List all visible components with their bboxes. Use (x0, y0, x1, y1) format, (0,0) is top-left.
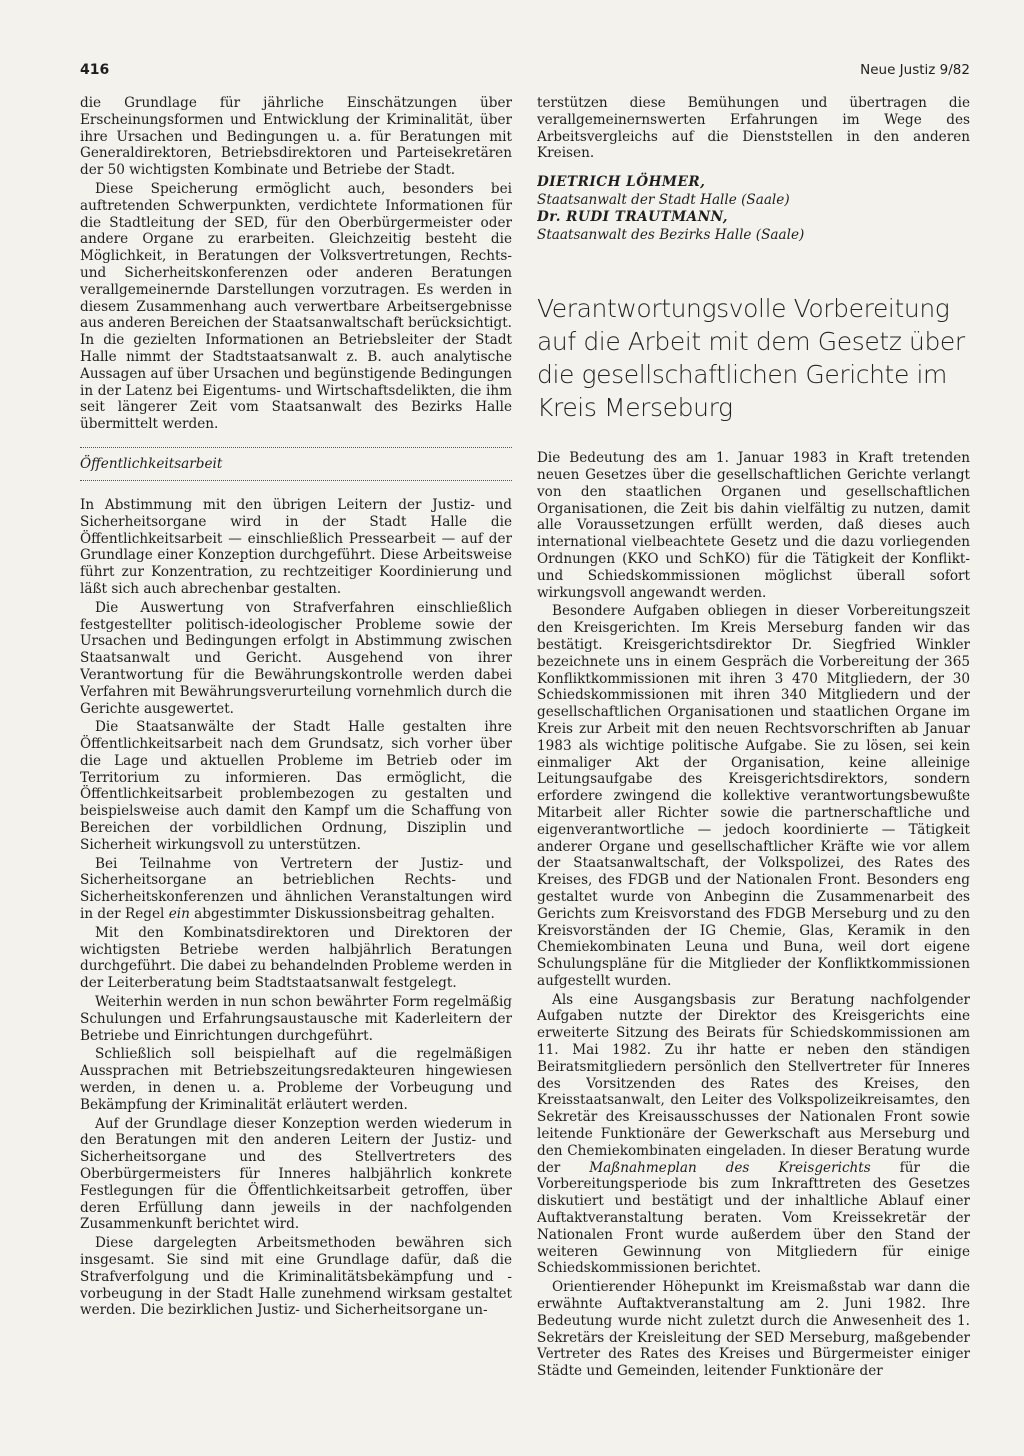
paragraph: Mit den Kombinatsdirektoren und Direktoren der wichtigsten Betriebe werden halbjährlich Beratungen durchgeführt. Die dabei zu behandelnden Probleme werden in der Leiterberatung beim Stadtstaatsanwalt festgelegt. (80, 924, 512, 992)
journal-reference: Neue Justiz 9/82 (860, 62, 970, 78)
paragraph: Diese dargelegten Arbeitsmethoden bewähren sich insgesamt. Sie sind mit eine Grundlage dafür, daß die Strafverfolgung und die Kriminalitätsbekämpfung und -vorbeugung in der Stadt Halle zunehmend wirksam gestaltet werden. Die bezirklichen Justiz- und Sicherheitsorgane un- (80, 1235, 512, 1319)
paragraph: Diese Speicherung ermöglicht auch, besonders bei auftretenden Schwerpunkten, verdichtete Informationen für die Stadtleitung der SED, für den Oberbürgermeister oder andere Organe zu erarbeiten. Gleichzeitig besteht die Möglichkeit, in Beratungen der Volksvertretungen, Rechts- und Sicherheitskonferenzen oder anderen Beratungen verallgemeinernde Darstellungen vorzutragen. Es werden in diesem Zusammenhang auch verwertbare Arbeitsergebnisse aus anderen Bereichen der Staatsanwaltschaft berücksichtigt. In die gezielten Informationen an Betriebsleiter der Stadt Halle nimmt der Stadtstaatsanwalt z. B. auch analytische Aussagen auf über Ursachen und begünstigende Bedingungen in der Latenz bei Eigentums- und Wirtschaftsdelikten, die ihm seit längerer Zeit vom Staatsanwalt des Bezirks Halle übermittelt werden. (80, 180, 512, 433)
paragraph: Die Bedeutung des am 1. Januar 1983 in Kraft tretenden neuen Gesetzes über die gesellschaftlichen Gerichte verlangt von den staatlichen Organen und gesellschaftlichen Organisationen, die Zeit bis dahin vielfältig zu nutzen, damit alle Voraussetzungen erfüllt werden, daß dieses auch international vielbeachtete Gesetz und die dazu vorliegenden Ordnungen (KKO und SchKO) für die Tätigkeit der Konflikt- und Schiedskommissionen möglichst überall sofort wirkungsvoll angewandt werden. (537, 450, 970, 601)
paragraph: terstützen diese Bemühungen und übertragen die verallgemeinernswerten Erfahrungen im Wege des Arbeitsvergleichs auf die Dienststellen in den anderen Kreisen. (537, 95, 970, 162)
paragraph-text: Bei Teilnahme von Vertretern der Justiz- und Sicherheitsorgane an betrieblichen Rechts- und Sicherheitskonferenzen und ähnlichen Veranstaltungen wird in der Regel (80, 855, 512, 923)
paragraph: Schließlich soll beispielhaft auf die regelmäßigen Aussprachen mit Betriebszeitungsredakteuren hingewiesen werden, in denen u. a. Probleme der Vorbeugung und Bekämpfung der Kriminalität erläutert werden. (80, 1046, 512, 1113)
emphasis-text: Maßnahmeplan des Kreisgerichts (589, 1159, 871, 1176)
paragraph-text: abgestimmter Diskussionsbeitrag gehalten. (189, 906, 495, 923)
paragraph: Die Auswertung von Strafverfahren einschließlich festgestellter politisch-ideologischer Probleme sowie der Ursachen und Bedingungen erfolgt in Abstimmung zwischen Staatsanwalt und Gericht. Ausgehend von ihrer Verantwortung für die Bewährungskontrolle werden dabei Verfahren mit Bewährungsverurteilung vornehmlich durch die Gerichte ausgewertet. (80, 599, 512, 717)
paragraph: Orientierender Höhepunkt im Kreismaßstab war dann die erwähnte Auftaktveranstaltung am 2. Juni 1982. Ihre Bedeutung wurde nicht zuletzt durch die Anwesenheit des 1. Sekretärs der Kreisleitung der SED Merseburg, maßgebender Vertreter des Rates des Kreises und Bürgermeister einiger Städte und Gemeinden, leitender Funktionäre der (537, 1279, 970, 1380)
section-heading: Öffentlichkeitsarbeit (80, 455, 223, 472)
emphasis-text: ein (168, 906, 190, 923)
paragraph: Weiterhin werden in nun schon bewährter Form regelmäßig Schulungen und Erfahrungsaustausche mit Kaderleitern der Betriebe und Einrichtungen durchgeführt. (80, 994, 512, 1044)
paragraph (537, 992, 970, 1278)
paragraph-text: für die Vorbereitungsperiode bis zum Inkrafttreten des Gesetzes diskutiert und bestätigt und der inhaltliche Ablauf einer Auftaktveranstaltung beraten. Vom Kreissekretär der Nationalen Front wurde außerdem über den Stand der weiteren Gewinnung von Mitgliedern für einige Schiedskommissionen berichtet. (537, 1159, 970, 1277)
left-column (80, 95, 512, 1405)
right-column (537, 95, 970, 1405)
section-heading-box (80, 447, 512, 481)
paragraph (80, 856, 512, 923)
author-block (537, 174, 970, 244)
author-name: DIETRICH LÖHMER, (537, 174, 706, 191)
article-title: Verantwortungsvolle Vorbereitung auf die Arbeit mit dem Gesetz über die gesellschaftlichen Gerichte im Kreis Merseburg (537, 294, 965, 423)
author-title: Staatsanwalt des Bezirks Halle (Saale) (537, 226, 805, 243)
author-title: Staatsanwalt der Stadt Halle (Saale) (537, 191, 790, 208)
paragraph: die Grundlage für jährliche Einschätzungen über Erscheinungsformen und Entwicklung der Kriminalität, über ihre Ursachen und Bedingungen u. a. für Beratungen mit Generaldirektoren, Betriebsdirektoren und Parteisekretären der 50 wichtigsten Kombinate und Betriebe der Stadt. (80, 95, 512, 179)
page-header (80, 62, 970, 86)
author-name: Dr. RUDI TRAUTMANN, (537, 209, 728, 226)
paragraph: Besondere Aufgaben obliegen in dieser Vorbereitungszeit den Kreisgerichten. Im Kreis Merseburg fanden wir das bestätigt. Kreisgerichtsdirektor Dr. Siegfried Winkler bezeichnete uns in einem Gespräch die Vorbereitung der 365 Konfliktkommissionen mit ihren 3 470 Mitgliedern, der 30 Schiedskommissionen mit ihren 340 Mitgliedern und der gesellschaftlichen Organisationen und staatlichen Organe im Kreis zur Arbeit mit den neuen Rechtsvorschriften ab Januar 1983 als wichtige politische Aufgabe. Sie zu lösen, sei kein einmaliger Akt der Organisation, keine alleinige Leitungsaufgabe des Kreisgerichtsdirektors, sondern erfordere zwingend die kollektive verantwortungsbewußte Mitarbeit aller Richter sowie die partnerschaftliche und eigenverantwortliche — jedoch koordinierte — Tätigkeit anderer Organe und gesellschaftlicher Kräfte wie vor allem der Staatsanwaltschaft, der Volkspolizei, des Rates des Kreises, des FDGB und der Nationalen Front. Besonders eng gestaltet wurde von Anbeginn die Zusammenarbeit des Gerichts zum Kreisvorstand des FDGB Merseburg und zu den Kreisvorständen der IG Chemie, Glas, Keramik in den Chemiekombinaten Leuna und Buna, weil dort eigene Schulungspläne für die Mitglieder der Konfliktkommissionen aufgestellt wurden. (537, 603, 970, 989)
paragraph: Auf der Grundlage dieser Konzeption werden wiederum in den Beratungen mit den anderen Leitern der Justiz- und Sicherheitsorgane und des Stellvertreters des Oberbürgermeisters für Inneres halbjährlich konkrete Festlegungen für die Öffentlichkeitsarbeit getroffen, über deren Erfüllung dann jeweils in der nachfolgenden Zusammenkunft berichtet wird. (80, 1115, 512, 1233)
page-number: 416 (80, 62, 110, 78)
paragraph: Die Staatsanwälte der Stadt Halle gestalten ihre Öffentlichkeitsarbeit nach dem Grundsatz, sich vorher über die Lage und aktuellen Probleme im Betrieb oder im Territorium zu informieren. Das ermöglicht, die Öffentlichkeitsarbeit problembezogen zu gestalten und beispielsweise auch damit den Kampf um die Schaffung von Bereichen der vorbildlichen Ordnung, Disziplin und Sicherheit wirkungsvoll zu unterstützen. (80, 719, 512, 853)
paragraph: In Abstimmung mit den übrigen Leitern der Justiz- und Sicherheitsorgane wird in der Stadt Halle die Öffentlichkeitsarbeit — einschließlich Pressearbeit — auf der Grundlage einer Konzeption durchgeführt. Diese Arbeitsweise führt zur Konzentration, zu rechtzeitiger Koordinierung und läßt sich auch abrechenbar gestalten. (80, 496, 512, 597)
paragraph-text: Als eine Ausgangsbasis zur Beratung nachfolgender Aufgaben nutzte der Direktor des Kreisgerichts eine erweiterte Sitzung des Beirats für Schiedskommissionen am 11. Mai 1982. Zu ihr hatte er neben den ständigen Beiratsmitgliedern persönlich den Stellvertreter für Inneres des Vorsitzenden des Rates des Kreises, den Kreisstaatsanwalt, den Leiter des Volkspolizeikreisamtes, den Sekretär des Kreisausschusses der Nationalen Front sowie leitende Funktionäre der Gewerkschaft aus Merseburg und den Chemiekombinaten eingeladen. In dieser Beratung wurde der (537, 991, 970, 1176)
